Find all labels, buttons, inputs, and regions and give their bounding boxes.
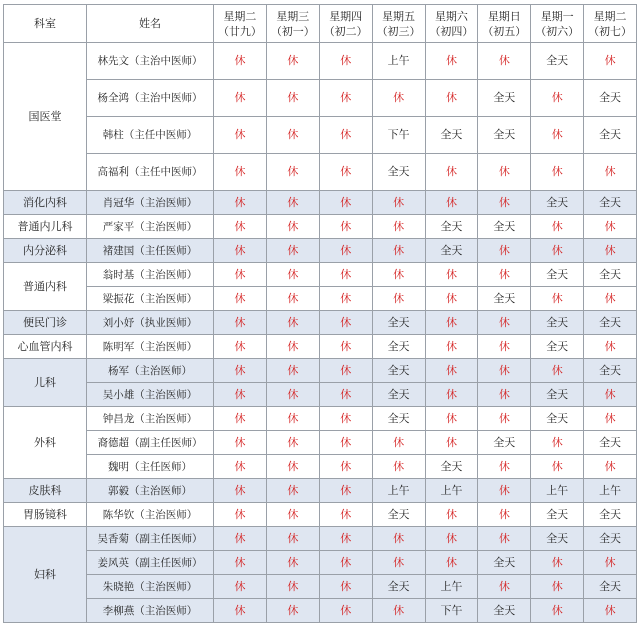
shift-cell: 休: [266, 191, 319, 215]
shift-cell: 休: [266, 335, 319, 359]
shift-cell: 休: [531, 215, 584, 239]
shift-cell: 休: [319, 479, 372, 503]
shift-cell: 休: [478, 154, 531, 191]
shift-cell: 全天: [584, 80, 637, 117]
doctor-name-cell: 李柳燕（主治医师）: [87, 599, 214, 623]
shift-cell: 休: [425, 503, 478, 527]
shift-cell: 休: [584, 215, 637, 239]
shift-cell: 休: [372, 191, 425, 215]
day-column-header: [531, 5, 584, 43]
shift-cell: 休: [425, 43, 478, 80]
shift-cell: 休: [531, 287, 584, 311]
shift-cell: 休: [372, 431, 425, 455]
shift-cell: 休: [425, 359, 478, 383]
shift-cell: 休: [531, 80, 584, 117]
shift-cell: 休: [266, 117, 319, 154]
shift-cell: 上午: [584, 479, 637, 503]
shift-cell: 休: [319, 117, 372, 154]
shift-cell: 休: [319, 599, 372, 623]
shift-cell: 全天: [584, 575, 637, 599]
lunar-date-label: （初七）: [588, 24, 633, 38]
department-cell: 国医堂: [4, 43, 87, 191]
shift-cell: 休: [425, 287, 478, 311]
shift-cell: 全天: [531, 503, 584, 527]
shift-cell: 全天: [372, 503, 425, 527]
table-row: [4, 599, 637, 623]
table-row: [4, 263, 637, 287]
shift-cell: 休: [584, 239, 637, 263]
shift-cell: 全天: [478, 551, 531, 575]
shift-cell: 休: [214, 335, 267, 359]
table-row: [4, 43, 637, 80]
shift-cell: 休: [531, 575, 584, 599]
shift-cell: 休: [266, 43, 319, 80]
shift-cell: 休: [266, 215, 319, 239]
table-row: [4, 359, 637, 383]
shift-cell: 休: [584, 407, 637, 431]
shift-cell: 休: [214, 43, 267, 80]
doctor-name-cell: 翁时基（主治医师）: [87, 263, 214, 287]
lunar-date-label: （初二）: [323, 24, 368, 38]
shift-cell: 休: [531, 117, 584, 154]
doctor-name-cell: 郭毅（主治医师）: [87, 479, 214, 503]
shift-cell: 休: [478, 479, 531, 503]
shift-cell: 休: [266, 311, 319, 335]
shift-cell: 全天: [584, 263, 637, 287]
weekday-label: 星期四: [329, 9, 363, 23]
shift-cell: 全天: [478, 215, 531, 239]
shift-cell: 休: [214, 551, 267, 575]
department-cell: 便民门诊: [4, 311, 87, 335]
shift-cell: 全天: [584, 431, 637, 455]
shift-cell: 休: [319, 527, 372, 551]
shift-cell: 休: [266, 599, 319, 623]
table-row: [4, 239, 637, 263]
shift-cell: 休: [425, 407, 478, 431]
shift-cell: 休: [531, 455, 584, 479]
doctor-name-cell: 肖冠华（主治医师）: [87, 191, 214, 215]
shift-cell: 休: [478, 335, 531, 359]
department-cell: 消化内科: [4, 191, 87, 215]
shift-cell: 休: [319, 407, 372, 431]
shift-cell: 上午: [531, 479, 584, 503]
day-column-header: [425, 5, 478, 43]
shift-cell: 休: [478, 383, 531, 407]
shift-cell: 全天: [584, 117, 637, 154]
lunar-date-label: （初一）: [270, 24, 315, 38]
table-row: [4, 154, 637, 191]
shift-cell: 休: [214, 455, 267, 479]
day-column-header: [214, 5, 267, 43]
shift-cell: 休: [425, 191, 478, 215]
shift-cell: 休: [319, 154, 372, 191]
shift-cell: 全天: [372, 407, 425, 431]
shift-cell: 休: [584, 551, 637, 575]
table-row: [4, 191, 637, 215]
shift-cell: 休: [266, 287, 319, 311]
shift-cell: 休: [214, 215, 267, 239]
header-row: [4, 5, 637, 43]
shift-cell: 休: [214, 263, 267, 287]
shift-cell: 全天: [478, 599, 531, 623]
shift-cell: 休: [214, 311, 267, 335]
shift-cell: 全天: [478, 287, 531, 311]
department-cell: 儿科: [4, 359, 87, 407]
table-row: [4, 431, 637, 455]
doctor-name-cell: 褚建国（主任医师）: [87, 239, 214, 263]
shift-cell: 休: [214, 117, 267, 154]
doctor-name-cell: 裔德超（副主任医师）: [87, 431, 214, 455]
shift-cell: 休: [266, 359, 319, 383]
shift-cell: 休: [584, 43, 637, 80]
doctor-name-cell: 杨全鸿（主治中医师）: [87, 80, 214, 117]
shift-cell: 休: [319, 431, 372, 455]
doctor-name-cell: 杨军（主治医师）: [87, 359, 214, 383]
shift-cell: 休: [425, 263, 478, 287]
shift-cell: 全天: [372, 359, 425, 383]
shift-cell: 休: [478, 455, 531, 479]
shift-cell: 休: [584, 154, 637, 191]
shift-cell: 休: [266, 431, 319, 455]
shift-cell: 休: [214, 503, 267, 527]
shift-cell: 休: [319, 263, 372, 287]
shift-cell: 休: [214, 191, 267, 215]
table-row: [4, 383, 637, 407]
department-cell: 普通内儿科: [4, 215, 87, 239]
shift-cell: 休: [266, 503, 319, 527]
shift-cell: 全天: [531, 263, 584, 287]
shift-cell: 休: [372, 80, 425, 117]
shift-cell: 休: [372, 527, 425, 551]
shift-cell: 休: [425, 527, 478, 551]
shift-cell: 休: [319, 311, 372, 335]
shift-cell: 休: [478, 575, 531, 599]
shift-cell: 休: [266, 455, 319, 479]
lunar-date-label: （廿九）: [217, 24, 262, 38]
table-row: [4, 407, 637, 431]
shift-cell: 休: [425, 335, 478, 359]
shift-cell: 休: [266, 239, 319, 263]
department-cell: 胃肠镜科: [4, 503, 87, 527]
lunar-date-label: （初六）: [535, 24, 580, 38]
shift-cell: 休: [319, 215, 372, 239]
lunar-date-label: （初四）: [429, 24, 474, 38]
shift-cell: 休: [319, 239, 372, 263]
shift-cell: 全天: [478, 431, 531, 455]
shift-cell: 上午: [425, 575, 478, 599]
schedule-table: [3, 4, 637, 623]
shift-cell: 休: [478, 239, 531, 263]
doctor-name-cell: 严家平（主治医师）: [87, 215, 214, 239]
shift-cell: 休: [478, 191, 531, 215]
shift-cell: 全天: [531, 527, 584, 551]
shift-cell: 休: [319, 359, 372, 383]
day-column-header: [478, 5, 531, 43]
shift-cell: 休: [584, 335, 637, 359]
shift-cell: 全天: [478, 117, 531, 154]
department-cell: 内分泌科: [4, 239, 87, 263]
shift-cell: 休: [425, 551, 478, 575]
shift-cell: 休: [214, 431, 267, 455]
table-row: [4, 287, 637, 311]
lunar-date-label: （初三）: [376, 24, 421, 38]
doctor-name-cell: 梁振花（主治医师）: [87, 287, 214, 311]
doctor-name-cell: 魏明（主任医师）: [87, 455, 214, 479]
table-row: [4, 551, 637, 575]
lunar-date-label: （初五）: [482, 24, 527, 38]
shift-cell: 休: [266, 80, 319, 117]
doctor-name-cell: 林先文（主治中医师）: [87, 43, 214, 80]
shift-cell: 休: [266, 407, 319, 431]
shift-cell: 休: [214, 599, 267, 623]
shift-cell: 休: [478, 311, 531, 335]
schedule-header: [4, 5, 637, 43]
shift-cell: 休: [319, 287, 372, 311]
shift-cell: 全天: [584, 503, 637, 527]
shift-cell: 休: [319, 43, 372, 80]
shift-cell: 休: [531, 599, 584, 623]
shift-cell: 休: [319, 551, 372, 575]
shift-cell: 全天: [531, 383, 584, 407]
shift-cell: 休: [372, 239, 425, 263]
table-row: [4, 575, 637, 599]
shift-cell: 休: [372, 551, 425, 575]
shift-cell: 休: [584, 599, 637, 623]
shift-cell: 休: [214, 80, 267, 117]
doctor-name-cell: 姜风英（副主任医师）: [87, 551, 214, 575]
weekday-label: 星期一: [540, 9, 574, 23]
shift-cell: 全天: [584, 527, 637, 551]
shift-cell: 休: [266, 383, 319, 407]
shift-cell: 休: [425, 154, 478, 191]
shift-cell: 休: [531, 154, 584, 191]
shift-cell: 休: [319, 383, 372, 407]
weekday-label: 星期五: [382, 9, 416, 23]
shift-cell: 下午: [425, 599, 478, 623]
shift-cell: 休: [319, 335, 372, 359]
shift-cell: 休: [425, 80, 478, 117]
shift-cell: 全天: [531, 43, 584, 80]
shift-cell: 休: [266, 154, 319, 191]
shift-cell: 全天: [372, 383, 425, 407]
doctor-name-cell: 钟昌龙（主治医师）: [87, 407, 214, 431]
shift-cell: 休: [319, 503, 372, 527]
table-row: [4, 455, 637, 479]
doctor-name-cell: 陈华钦（主治医师）: [87, 503, 214, 527]
shift-cell: 休: [425, 383, 478, 407]
shift-cell: 休: [266, 575, 319, 599]
shift-cell: 全天: [584, 359, 637, 383]
table-row: [4, 479, 637, 503]
doctor-name-cell: 刘小妤（执业医师）: [87, 311, 214, 335]
shift-cell: 上午: [372, 43, 425, 80]
table-row: [4, 335, 637, 359]
shift-cell: 休: [214, 383, 267, 407]
weekday-label: 星期六: [434, 9, 468, 23]
shift-cell: 上午: [372, 479, 425, 503]
shift-cell: 休: [584, 383, 637, 407]
shift-cell: 全天: [372, 154, 425, 191]
shift-cell: 全天: [425, 455, 478, 479]
shift-cell: 全天: [584, 191, 637, 215]
name-column-header: 姓名: [87, 5, 214, 43]
table-row: [4, 503, 637, 527]
shift-cell: 休: [531, 239, 584, 263]
shift-cell: 休: [214, 575, 267, 599]
shift-cell: 休: [319, 191, 372, 215]
shift-cell: 休: [478, 527, 531, 551]
weekday-label: 星期三: [276, 9, 310, 23]
shift-cell: 休: [319, 575, 372, 599]
shift-cell: 休: [531, 359, 584, 383]
day-column-header: [584, 5, 637, 43]
doctor-name-cell: 吴香菊（副主任医师）: [87, 527, 214, 551]
doctor-name-cell: 吴小雄（主治医师）: [87, 383, 214, 407]
shift-cell: 休: [478, 503, 531, 527]
shift-cell: 全天: [372, 335, 425, 359]
shift-cell: 休: [214, 407, 267, 431]
shift-cell: 休: [584, 287, 637, 311]
shift-cell: 休: [214, 287, 267, 311]
shift-cell: 休: [266, 263, 319, 287]
weekday-label: 星期二: [593, 9, 627, 23]
doctor-name-cell: 韩柱（主任中医师）: [87, 117, 214, 154]
table-row: [4, 527, 637, 551]
day-column-header: [319, 5, 372, 43]
shift-cell: 休: [319, 80, 372, 117]
shift-cell: 休: [372, 215, 425, 239]
shift-cell: 全天: [425, 215, 478, 239]
shift-cell: 休: [425, 311, 478, 335]
doctor-name-cell: 陈明军（主治医师）: [87, 335, 214, 359]
department-cell: 妇科: [4, 527, 87, 623]
table-row: [4, 215, 637, 239]
shift-cell: 休: [214, 154, 267, 191]
shift-cell: 全天: [372, 575, 425, 599]
weekday-label: 星期二: [223, 9, 257, 23]
department-cell: 心血管内科: [4, 335, 87, 359]
shift-cell: 全天: [531, 335, 584, 359]
department-cell: 普通内科: [4, 263, 87, 311]
shift-cell: 休: [214, 359, 267, 383]
dept-column-header: 科室: [4, 5, 87, 43]
shift-cell: 下午: [372, 117, 425, 154]
table-row: [4, 80, 637, 117]
table-row: [4, 311, 637, 335]
shift-cell: 休: [319, 455, 372, 479]
schedule-body: [4, 43, 637, 623]
shift-cell: 休: [266, 551, 319, 575]
day-column-header: [266, 5, 319, 43]
department-cell: 皮肤科: [4, 479, 87, 503]
shift-cell: 休: [478, 263, 531, 287]
shift-cell: 休: [266, 527, 319, 551]
shift-cell: 休: [266, 479, 319, 503]
shift-cell: 休: [214, 479, 267, 503]
shift-cell: 休: [478, 359, 531, 383]
shift-cell: 休: [372, 263, 425, 287]
shift-cell: 上午: [425, 479, 478, 503]
shift-cell: 休: [214, 527, 267, 551]
shift-cell: 休: [425, 431, 478, 455]
shift-cell: 全天: [584, 311, 637, 335]
shift-cell: 休: [531, 431, 584, 455]
shift-cell: 全天: [531, 311, 584, 335]
doctor-name-cell: 朱晓艳（主治医师）: [87, 575, 214, 599]
shift-cell: 休: [372, 455, 425, 479]
shift-cell: 全天: [372, 311, 425, 335]
shift-cell: 休: [584, 455, 637, 479]
day-column-header: [372, 5, 425, 43]
shift-cell: 全天: [531, 407, 584, 431]
department-cell: 外科: [4, 407, 87, 479]
shift-cell: 休: [214, 239, 267, 263]
shift-cell: 休: [531, 551, 584, 575]
shift-cell: 休: [372, 287, 425, 311]
weekday-label: 星期日: [487, 9, 521, 23]
table-row: [4, 117, 637, 154]
shift-cell: 休: [478, 407, 531, 431]
doctor-name-cell: 高福利（主任中医师）: [87, 154, 214, 191]
shift-cell: 全天: [425, 117, 478, 154]
shift-cell: 全天: [425, 239, 478, 263]
shift-cell: 休: [372, 599, 425, 623]
shift-cell: 全天: [478, 80, 531, 117]
shift-cell: 全天: [531, 191, 584, 215]
shift-cell: 休: [478, 43, 531, 80]
